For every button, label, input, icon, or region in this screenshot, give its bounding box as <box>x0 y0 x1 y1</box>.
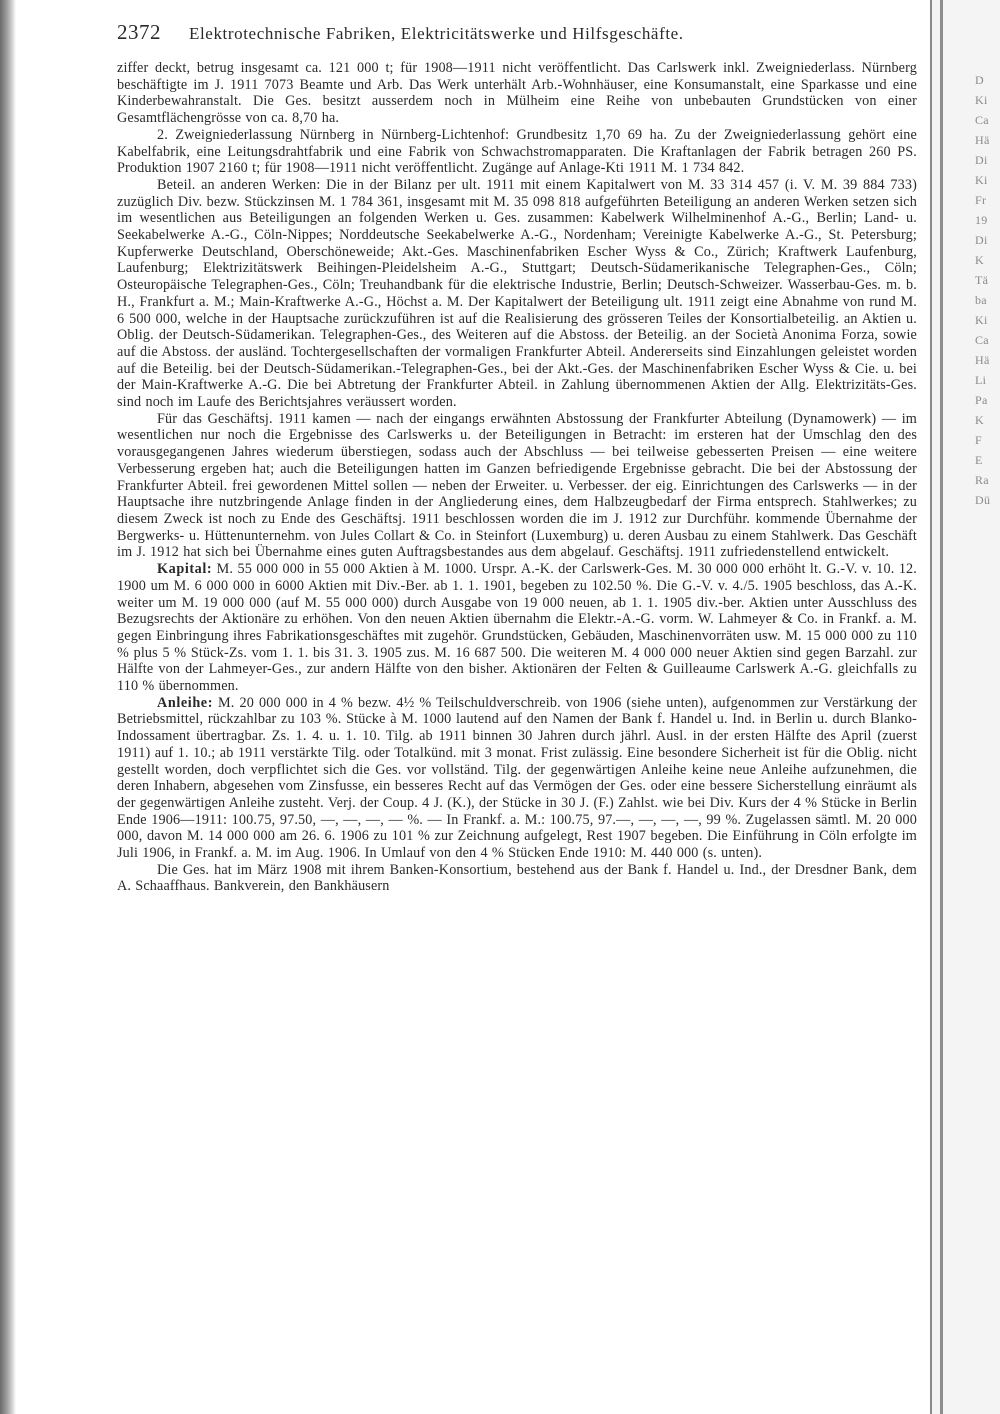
body-text <box>117 60 917 895</box>
margin-fragment: Hä <box>975 353 990 367</box>
margin-fragment: Ca <box>975 333 989 347</box>
margin-fragment: 19 <box>975 213 988 227</box>
running-head: Elektrotechnische Fabriken, Elektricitätswerke und Hilfsgeschäfte. <box>189 24 684 43</box>
margin-fragment: K <box>975 253 984 267</box>
section-lead: Anleihe: <box>157 694 214 711</box>
paragraph-text: Für das Geschäftsj. 1911 kamen — nach der eingangs erwähnten Abstossung der Frankfurter Abteilung (Dynamowerk) — im wesentlichen nur noch die Ergebnisse des Carlswerks u. der Beteiligungen in Betracht: im ersteren hat der Umschlag den des vorausgegangenen Jahres wiederum überstiegen, sodass auch der Abschluss — bei teilweise gebesserten Preisen — eine weitere Verbesserung ergeben hat; auch die Beteiligungen hatten im Ganzen befriedigende Ergebnisse gebracht. Die bei der Abstossung der Frankfurter Abteil. frei gewordenen Mittel sollen — neben der Erweiter. u. Verbesser. der eig. Einrichtungen des Carlswerks — in der Hauptsache ihre nutzbringende Anlage finden in der Angliederung eines, dem Halbzeugbedarf der Firma entsprech. Stahlwerkes; zu diesem Zweck ist noch zu Ende des Geschäftsj. 1911 beschlossen worden die im J. 1912 zur Durchführ. kommende Übernahme der Bergwerks- u. Hüttenunternehm. von Jules Collart & Co. in Steinfort (Luxemburg) u. deren Ausbau zu einem Stahlwerk. Das Geschäft im J. 1912 hat sich bei Übernahme eines guten Auftragsbestandes aus dem abgelauf. Geschäftsj. 1911 zufriedenstellend entwickelt. <box>117 410 917 561</box>
paragraph <box>117 862 917 895</box>
margin-fragment: Ki <box>975 173 988 187</box>
margin-fragment: Dü <box>975 493 991 507</box>
paragraph <box>117 177 917 411</box>
margin-fragment: Ki <box>975 93 988 107</box>
section-lead: Kapital: <box>157 561 213 578</box>
margin-fragment: D <box>975 73 984 87</box>
margin-fragment: Di <box>975 153 988 167</box>
margin-fragment: Ki <box>975 313 988 327</box>
paragraph-text: ziffer deckt, betrug insgesamt ca. 121 000 t; für 1908—1911 nicht veröffentlicht. Das Carlswerk inkl. Zweigniederlass. Nürnberg beschäftigte im J. 1911 7073 Beamte und Arb. Das Werk unterhält Arb.-Wohnhäuser, eine Konsumanstalt, eine Sparkasse und eine Kinderbewahranstalt. Die Ges. besitzt ausserdem noch in Mülheim eine Reihe von unbebauten Grundstücken von einer Gesamtflächengrösse von ca. 8,70 ha. <box>117 60 917 127</box>
paragraph-text: M. 55 000 000 in 55 000 Aktien à M. 1000. Urspr. A.-K. der Carlswerk-Ges. M. 30 000 000 erhöht lt. G.-V. v. 10. 12. 1900 um M. 6 000 000 in 6000 Aktien mit Div.-Ber. ab 1. 1. 1901, begeben zu 102.50 %. Die G.-V. v. 4./5. 1905 beschloss, das A.-K. weiter um M. 19 000 000 (auf M. 55 000 000) durch Ausgabe von 19 000 neuen, ab 1. 1. 1905 div.-ber. Aktien unter Ausschluss des Bezugsrechts der Aktionäre zu erhöhen. Von den neuen Aktien übernahm die Elektr.-A.-G. vorm. W. Lahmeyer & Co. in Frankf. a. M. gegen Einbringung ihres Fabrikationsgeschäftes mit zugehör. Grundstücken, Gebäuden, Maschinenvorräten usw. M. 15 000 000 zu 110 % plus 5 % Stück-Zs. vom 1. 1. bis 31. 3. 1905 zus. M. 16 687 500. Die weiteren M. 4 000 000 neuer Aktien sind gegen Barzahl. zur Hälfte von der Lahmeyer-Ges., zur andern Hälfte von den bisher. Aktionären der Felten & Guilleaume Carlswerk A.-G. gleichfalls zu 110 % übernommen. <box>117 561 917 695</box>
paragraph <box>117 127 917 177</box>
page-number: 2372 <box>117 20 161 44</box>
margin-fragment: Li <box>975 373 987 387</box>
paragraph-text: M. 20 000 000 in 4 % bezw. 4½ % Teilschuldverschreib. von 1906 (siehe unten), aufgenommen zur Verstärkung der Betriebsmittel, rückzahlbar zu 103 %. Stücke à M. 1000 lautend auf den Namen der Bank f. Handel u. Ind. in Berlin u. durch Blanko-Indossament übertragbar. Zs. 1. 4. u. 1. 10. Tilg. ab 1911 binnen 30 Jahren durch jährl. Ausl. in der ersten Hälfte des April (zuerst 1911) auf 1. 10.; ab 1911 verstärkte Tilg. oder Totalkünd. mit 3 monat. Frist zulässig. Eine besondere Sicherheit ist für die Oblig. nicht gestellt worden, doch verpflichtet sich die Ges. vor vollständ. Tilg. der gegenwärtigen Anleihe keine neue Anleihe aufzunehmen, die deren Inhabern, abgesehen vom Zinsfusse, ein besseres Recht auf das Vermögen der Ges. oder eine bessere Sicherstellung einräumt als der gegenwärtigen Anleihe zusteht. Verj. der Coup. 4 J. (K.), der Stücke in 30 J. (F.) Zahlst. wie bei Div. Kurs der 4 % Stücke in Berlin Ende 1906—1911: 100.75, 97.50, —, —, —, — %. — In Frankf. a. M.: 100.75, 97.—, —, —, —, 99 %. Zugelassen sämtl. M. 20 000 000, davon M. 14 000 000 am 26. 6. 1906 zu 101 % zur Zeichnung aufgelegt, Rest 1907 begeben. Die Einführung in Cöln erfolgte im Juli 1906, in Frankf. a. M. im Aug. 1906. In Umlauf von den 4 % Stücken Ende 1910: M. 440 000 (s. unten). <box>117 694 917 862</box>
margin-fragment: ba <box>975 293 987 307</box>
margin-fragment: Fr <box>975 193 987 207</box>
margin-fragment: K <box>975 413 984 427</box>
paragraph <box>117 411 917 561</box>
facing-page-fragments <box>975 70 999 510</box>
page-header <box>117 20 917 50</box>
book-spine-line <box>940 0 943 1414</box>
margin-fragment: Pa <box>975 393 988 407</box>
margin-fragment: Tä <box>975 273 989 287</box>
scan-left-shadow <box>0 0 16 1414</box>
paragraph <box>117 561 917 695</box>
paragraph-text: 2. Zweigniederlassung Nürnberg in Nürnberg-Lichtenhof: Grundbesitz 1,70 69 ha. Zu der Zweigniederlassung gehört eine Kabelfabrik, eine Leitungsdrahtfabrik und eine Fabrik von Schwachstromapparaten. Die Kraftanlagen der Fabrik betragen 260 PS. Produktion 1907 2160 t; für 1908—1911 nicht veröffentlicht. Zugänge auf Anlage-Kti 1911 M. 1 734 842. <box>117 126 917 177</box>
margin-fragment: F <box>975 433 982 447</box>
margin-fragment: Ca <box>975 113 989 127</box>
margin-fragment: Hä <box>975 133 990 147</box>
margin-fragment: E <box>975 453 983 467</box>
paragraph <box>117 695 917 862</box>
paragraph <box>117 60 917 127</box>
paragraph-text: Die Ges. hat im März 1908 mit ihrem Banken-Konsortium, bestehend aus der Bank f. Handel u. Ind., der Dresdner Bank, dem A. Schaaffhaus. Bankverein, den Bankhäusern <box>117 861 917 895</box>
margin-fragment: Ra <box>975 473 989 487</box>
paragraph-text: Beteil. an anderen Werken: Die in der Bilanz per ult. 1911 mit einem Kapitalwert von M. 33 314 457 (i. V. M. 39 884 733) zuzüglich Div. bezw. Stückzinsen M. 1 784 361, insgesamt mit M. 35 098 818 aufgeführten Beteiligung an anderen Werken setzen sich im wesentlichen aus Beteiligungen an folgenden Werken u. Ges. zusammen: Kabelwerk Wilhelminenhof A.-G., Berlin; Land- u. Seekabelwerke A.-G., Cöln-Nippes; Norddeutsche Seekabelwerke A.-G., Nordenham; Vereinigte Kabelwerke A.-G., St. Petersburg; Kupferwerke Deutschland, Oberschöneweide; Akt.-Ges. Maschinenfabriken Escher Wyss & Co., Zürich; Kraftwerk Laufenburg, Laufenburg; Elektrizitätswerk Beihingen-Pleidelsheim A.-G., Stuttgart; Deutsch-Südamerikanische Telegraphen-Ges., Cöln; Osteuropäische Telegraphen-Ges., Cöln; Treuhandbank für die elektrische Industrie, Berlin; Deutsch-Schweizer. Wasserbau-Ges. m. b. H., Frankfurt a. M.; Main-Kraftwerke A.-G., Höchst a. M. Der Kapitalwert der Beteiligung ult. 1911 zeigt eine Abnahme von rund M. 6 500 000, welche in der Hauptsache zurückzuführen ist auf die Realisierung des grösseren Teiles der Konsortialbeteilig. an Aktien u. Oblig. der Deutsch-Südamerikan. Telegraphen-Ges., des Weiteren auf die Abstoss. der Beteilig. an der Società Anonima Forza, sowie auf die Abstoss. der ausländ. Tochtergesellschaften der vormaligen Frankfurter Abteil. Andererseits sind Einzahlungen geleistet worden auf die Beteilig. bei der Deutsch-Südamerikan.-Telegraphen-Ges., bei der Akt.-Ges. der Maschinenfabriken Escher Wyss & Cie. u. bei der Main-Kraftwerke A.-G. Die bei Abtretung der Frankfurter Abteil. in Zahlung übernommenen Aktien der Allg. Elektrizitäts-Ges. sind noch im Laufe des Berichtsjahres veräussert worden. <box>117 176 917 411</box>
document-page <box>117 20 917 895</box>
margin-fragment: Di <box>975 233 988 247</box>
